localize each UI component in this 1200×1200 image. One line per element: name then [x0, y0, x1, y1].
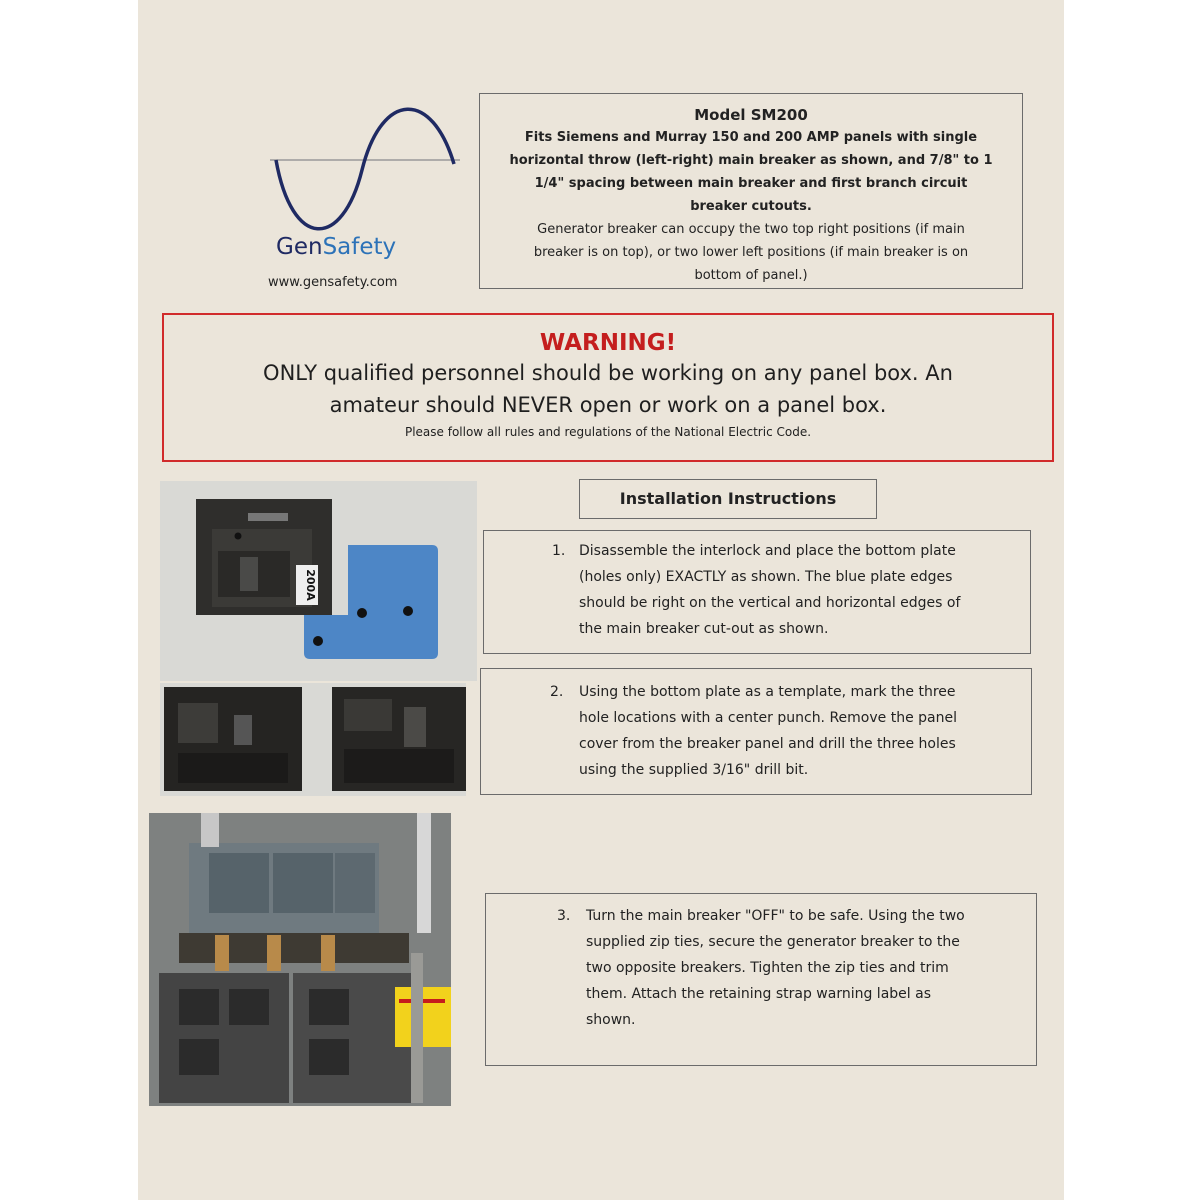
warning-line: amateur should NEVER open or work on a panel box.	[329, 393, 887, 417]
model-note-line: bottom of panel.)	[694, 268, 808, 283]
breaker-plate-illustration	[160, 481, 477, 681]
website-link[interactable]: www.gensafety.com	[268, 275, 398, 290]
model-note-line: Generator breaker can occupy the two top right positions (if main	[537, 222, 965, 237]
model-title: Model SM200	[694, 106, 808, 124]
step-box-1	[483, 530, 1031, 654]
brand-name: GenSafety	[276, 234, 397, 260]
photo-installed-panel	[149, 813, 451, 1106]
installation-heading: Installation Instructions	[579, 479, 877, 519]
model-fit-line: 1/4" spacing between main breaker and first branch circuit	[534, 176, 968, 191]
step-number: 2.	[550, 684, 564, 700]
breaker-rating-label: 200A	[304, 569, 317, 601]
step-text: Using the bottom plate as a template, mark the three hole locations with a center punch. Remove the panel cover from the breaker panel and drill the three holes using the supplied 3/16" drill bit.	[579, 684, 957, 778]
installed-panel-illustration	[149, 813, 451, 1106]
step-number: 3.	[557, 908, 571, 924]
breaker-closeups-illustration	[160, 683, 466, 796]
step-box-3	[485, 893, 1037, 1066]
warning-subtext: Please follow all rules and regulations of the National Electric Code.	[404, 425, 812, 439]
warning-line: ONLY qualified personnel should be working on any panel box. An	[263, 361, 953, 385]
model-fit-line: Fits Siemens and Murray 150 and 200 AMP panels with single	[524, 130, 978, 145]
warning-box	[162, 313, 1054, 462]
photo-drill-holes	[160, 683, 466, 796]
warning-title: WARNING!	[539, 330, 677, 356]
model-fit-line: breaker cutouts.	[690, 199, 812, 214]
model-note-line: breaker is on top), or two lower left positions (if main breaker is on	[533, 245, 969, 260]
photo-blue-plate	[160, 481, 477, 681]
model-info-box	[479, 93, 1023, 289]
step-text: Turn the main breaker "OFF" to be safe. Using the two supplied zip ties, secure the generator breaker to the two opposite breakers. Tighten the zip ties and trim them. Attach the retaining strap warning label as shown.	[586, 908, 965, 1028]
step-number: 1.	[552, 543, 566, 559]
model-fit-line: horizontal throw (left-right) main breaker as shown, and 7/8" to 1	[509, 153, 993, 168]
step-box-2	[480, 668, 1032, 795]
sine-wave-logo-icon	[262, 100, 468, 240]
step-text: Disassemble the interlock and place the bottom plate (holes only) EXACTLY as shown. The blue plate edges should be right on the vertical and horizontal edges of the main breaker cut-out as shown.	[579, 543, 961, 637]
